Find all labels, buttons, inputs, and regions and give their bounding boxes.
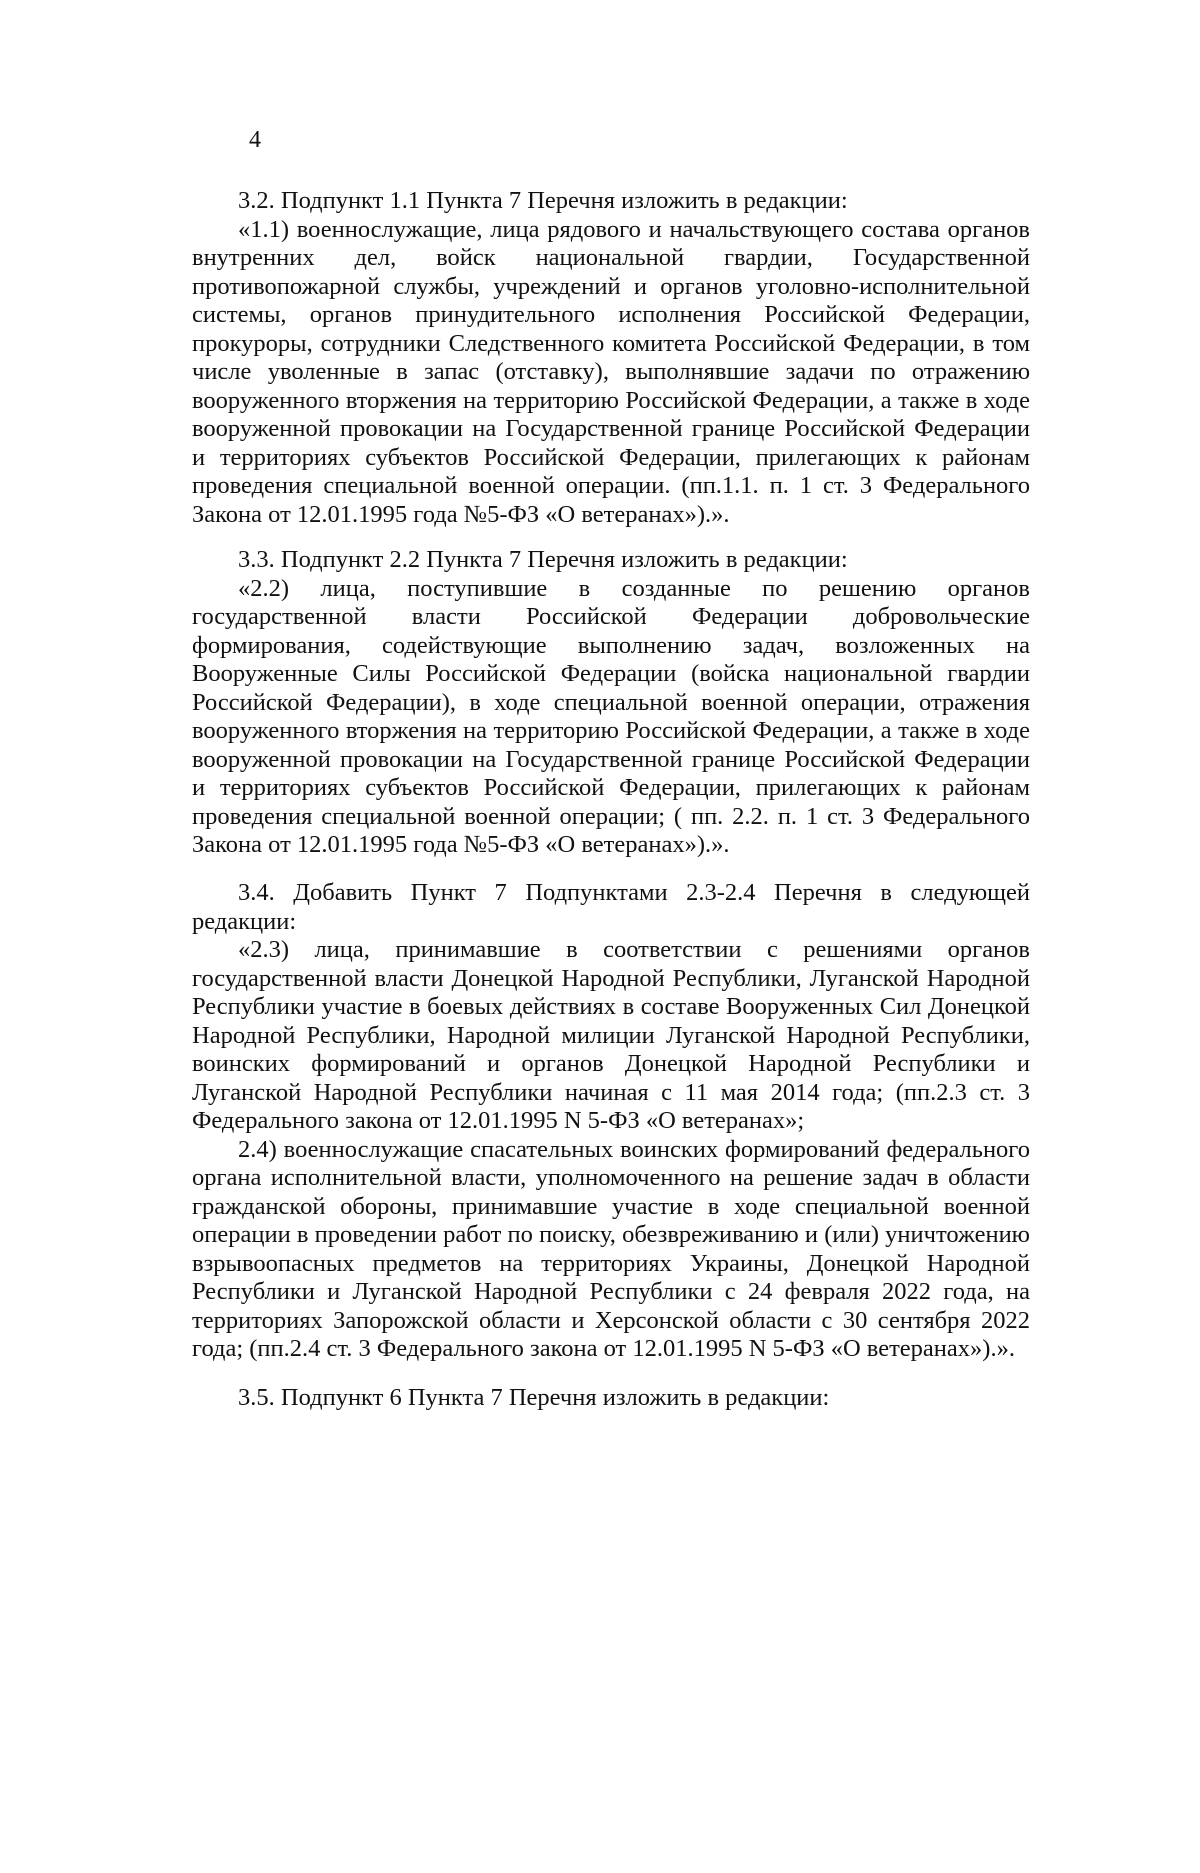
section-3-4-item-2-3: «2.3) лица, принимавшие в соответствии с решениями органов государственной власти Донецкой Народной Республики, Луганской Народной Республики участие в боевых действиях в составе Вооруженных Сил Донецкой Народной Республики, Народной милиции Луганской Народной Республики, воинских формирований и органов Донецкой Народной Республики и Луганской Народной Республики начиная с 11 мая 2014 года; (пп.2.3 ст. 3 Федерального закона от 12.01.1995 N 5-ФЗ «О ветеранах»; <box>192 936 1030 1134</box>
section-3-3-heading: 3.3. Подпункт 2.2 Пункта 7 Перечня изложить в редакции: <box>238 546 848 573</box>
section-3-4 <box>192 879 1030 1364</box>
section-3-3-body: «2.2) лица, поступившие в созданные по решению органов государственной власти Российской Федерации добровольческие формирования, содействующие выполнению задач, возложенных на Вооруженные Силы Российской Федерации (войска национальной гвардии Российской Федерации), в ходе специальной военной операции, отражения вооруженного вторжения на территорию Российской Федерации, а также в ходе вооруженной провокации на Государственной границе Российской Федерации и территориях субъектов Российской Федерации, прилегающих к районам проведения специальной военной операции; ( пп. 2.2. п. 1 ст. 3 Федерального Закона от 12.01.1995 года №5-ФЗ «О ветеранах»).». <box>192 574 1030 858</box>
section-3-2-body: «1.1) военнослужащие, лица рядового и начальствующего состава органов внутренних дел, войск национальной гвардии, Государственной противопожарной службы, учреждений и органов уголовно-исполнительной системы, органов принудительного исполнения Российской Федерации, прокуроры, сотрудники Следственного комитета Российской Федерации, в том числе уволенные в запас (отставку), выполнявшие задачи по отражению вооруженного вторжения на территорию Российской Федерации, а также в ходе вооруженной провокации на Государственной границе Российской Федерации и территориях субъектов Российской Федерации, прилегающих к районам проведения специальной военной операции. (пп.1.1. п. 1 ст. 3 Федерального Закона от 12.01.1995 года №5-ФЗ «О ветеранах»).». <box>192 215 1030 528</box>
section-3-5 <box>192 1384 1030 1413</box>
section-3-3 <box>192 546 1030 860</box>
section-3-4-item-2-4: 2.4) военнослужащие спасательных воинских формирований федерального органа исполнительной власти, уполномоченного на решение задач в области гражданской обороны, принимавшие участие в ходе специальной военной операции в проведении работ по поиску, обезвреживанию и (или) уничтожению взрывоопасных предметов на территориях Украины, Донецкой Народной Республики и Луганской Народной Республики с 24 февраля 2022 года, на территориях Запорожской области и Херсонской области с 30 сентября 2022 года; (пп.2.4 ст. 3 Федерального закона от 12.01.1995 N 5-ФЗ «О ветеранах»).». <box>192 1135 1030 1362</box>
section-3-5-heading: 3.5. Подпункт 6 Пункта 7 Перечня изложить в редакции: <box>238 1384 830 1411</box>
section-3-2 <box>192 187 1030 529</box>
section-3-4-heading: 3.4. Добавить Пункт 7 Подпунктами 2.3-2.4 Перечня в следующей редакции: <box>192 879 1030 935</box>
page-number: 4 <box>249 127 261 153</box>
section-3-2-heading: 3.2. Подпункт 1.1 Пункта 7 Перечня изложить в редакции: <box>238 187 848 214</box>
